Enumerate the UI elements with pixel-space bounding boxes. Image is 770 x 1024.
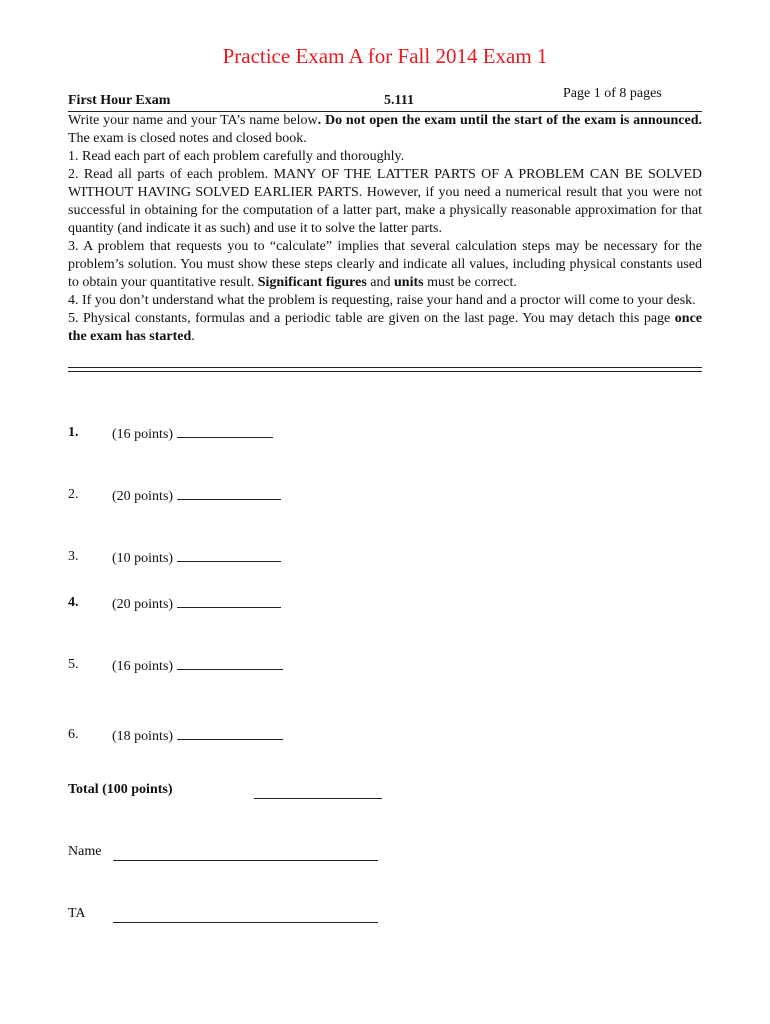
ta-field[interactable]	[113, 908, 378, 923]
instructions	[68, 112, 702, 346]
course-number: 5.111	[384, 93, 414, 108]
problem-4-points: (20 points)	[112, 597, 174, 612]
instructions-rule	[68, 367, 702, 368]
instruction-3-and: and	[366, 275, 394, 290]
intro-text-tail: The exam is closed notes and closed book.	[68, 131, 307, 146]
problem-4-blank[interactable]	[177, 595, 281, 608]
instruction-1: 1. Read each part of each problem carefully and thoroughly.	[68, 149, 405, 164]
problem-2-points: (20 points)	[112, 489, 174, 504]
name-field[interactable]	[113, 846, 378, 861]
problem-6-points: (18 points)	[112, 729, 174, 744]
problem-1-score[interactable]	[112, 425, 273, 443]
total-blank[interactable]	[254, 784, 382, 799]
instructions-rule-double	[68, 371, 702, 372]
problem-3-blank[interactable]	[177, 549, 281, 562]
problem-1-points: (16 points)	[112, 427, 174, 442]
problem-4-score[interactable]	[112, 595, 281, 613]
problem-6-score[interactable]	[112, 727, 283, 745]
problem-2-blank[interactable]	[177, 487, 281, 500]
problem-6-blank[interactable]	[177, 727, 283, 740]
instruction-4: 4. If you don’t understand what the problem is requesting, raise your hand and a proctor will come to your desk.	[68, 293, 696, 308]
instruction-3-bold-units: units	[394, 275, 424, 290]
name-label: Name	[68, 844, 102, 859]
instruction-3	[68, 238, 702, 292]
problem-1-number: 1.	[68, 425, 79, 440]
problem-3-score[interactable]	[112, 549, 281, 567]
problem-2-score[interactable]	[112, 487, 281, 505]
instruction-3-tail: must be correct.	[423, 275, 517, 290]
intro-paragraph	[68, 112, 702, 148]
instruction-5-text: 5. Physical constants, formulas and a periodic table are given on the last page. You may detach this page	[68, 311, 675, 326]
instruction-2: 2. Read all parts of each problem. MANY OF THE LATTER PARTS OF A PROBLEM CAN BE SOLVED WITHOUT HAVING SOLVED EARLIER PARTS. However, if you need a numerical result that you were not successful in obtaining for the computation of a latter part, make a physically reasonable approximation for that quantity (and indicate it as such) and use it to solve the latter parts.	[68, 167, 702, 236]
instruction-5-tail: .	[191, 329, 195, 344]
instruction-5	[68, 310, 702, 346]
problem-5-number: 5.	[68, 657, 79, 672]
page-number: Page 1 of 8 pages	[563, 86, 662, 101]
problem-5-points: (16 points)	[112, 659, 174, 674]
exam-name: First Hour Exam	[68, 93, 171, 108]
problem-6-number: 6.	[68, 727, 79, 742]
intro-bold: . Do not open the exam until the start of the exam is announced.	[317, 113, 702, 128]
problem-3-number: 3.	[68, 549, 79, 564]
instruction-3-bold-sigfigs: Significant figures	[257, 275, 367, 290]
ta-label: TA	[68, 906, 86, 921]
problem-1-blank[interactable]	[177, 425, 273, 438]
total-label: Total (100 points)	[68, 782, 173, 797]
exam-title: Practice Exam A for Fall 2014 Exam 1	[222, 44, 548, 68]
problem-5-blank[interactable]	[177, 657, 283, 670]
instruction-3-text: 3. A problem that requests you to “calculate” implies that several calculation steps may be necessary for the problem’s solution. You must show these steps clearly and indicate all values, including physical constants used to obtain your quantitative result.	[68, 239, 702, 290]
problem-2-number: 2.	[68, 487, 79, 502]
problem-5-score[interactable]	[112, 657, 283, 675]
intro-text: Write your name and your TA’s name below	[68, 113, 318, 128]
problem-4-number: 4.	[68, 595, 79, 610]
problem-3-points: (10 points)	[112, 551, 174, 566]
instruction-5-bold: once the exam has started	[68, 311, 702, 344]
